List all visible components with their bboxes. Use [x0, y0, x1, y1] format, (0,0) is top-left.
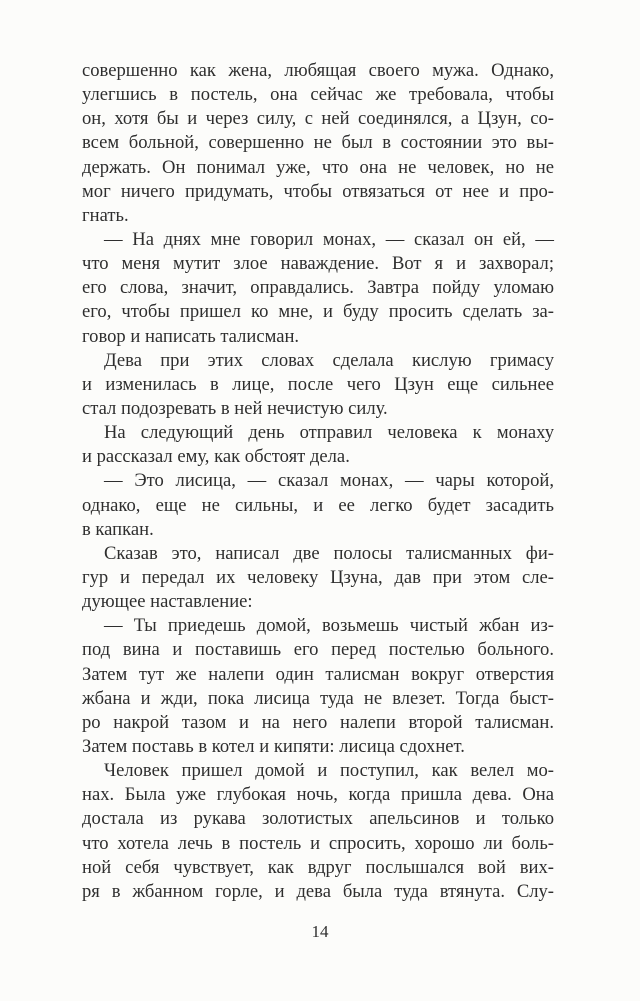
- text-line: стал подозревать в ней нечистую силу.: [82, 397, 388, 419]
- text-line: его, чтобы пришел ко мне, и буду просить сделать за-: [82, 301, 554, 323]
- text-line: что хотела лечь в постель и спросить, хорошо ли боль-: [82, 832, 554, 854]
- text-line: Дева при этих словах сделала кислую гримасу: [104, 349, 554, 371]
- text-line: ной себя чувствует, как вдруг послышался вой вих-: [82, 856, 554, 878]
- text-line: говор и написать талисман.: [82, 325, 300, 347]
- text-line: и рассказал ему, как обстоят дела.: [82, 446, 350, 468]
- text-line: Затем тут же налепи один талисман вокруг отверстия: [82, 663, 554, 685]
- text-line: и изменилась в лице, после чего Цзун еще сильнее: [82, 373, 554, 395]
- text-line: он, хотя бы и через силу, с ней соединялся, а Цзун, со-: [82, 108, 554, 130]
- text-line: однако, еще не сильны, и ее легко будет засадить: [82, 494, 554, 516]
- text-line: его слова, значит, оправдались. Завтра пойду уломаю: [82, 277, 554, 299]
- text-line: дующее наставление:: [82, 591, 253, 613]
- text-line: достала из рукава золотистых апельсинов и только: [82, 808, 554, 830]
- text-line: в капкан.: [82, 518, 154, 540]
- text-line: — Ты приедешь домой, возьмешь чистый жбан из-: [104, 615, 554, 637]
- text-line: ро накрой тазом и на него налепи второй талисман.: [82, 711, 554, 733]
- text-line: ря в жбанном горле, и дева была туда втянута. Слу-: [82, 880, 554, 902]
- text-line: гнать.: [82, 204, 129, 226]
- text-line: под вина и поставишь его перед постелью больного.: [82, 639, 554, 661]
- text-line: всем больной, совершенно не был в состоянии это вы-: [82, 132, 554, 154]
- text-line: держать. Он понимал уже, что она не человек, но не: [82, 156, 554, 178]
- text-line: улегшись в постель, она сейчас же требовала, чтобы: [82, 84, 554, 106]
- text-line: что меня мутит злое наваждение. Вот я и захворал;: [82, 253, 554, 275]
- text-line: жбана и жди, пока лисица туда не влезет. Тогда быст-: [82, 687, 554, 709]
- text-line: — На днях мне говорил монах, — сказал он ей, —: [104, 228, 554, 250]
- text-line: Сказав это, написал две полосы талисманных фи-: [104, 542, 554, 564]
- text-line: совершенно как жена, любящая своего мужа. Однако,: [82, 60, 554, 81]
- body-text: [82, 59, 554, 904]
- text-line: На следующий день отправил человека к монаху: [104, 422, 554, 444]
- text-line: гур и передал их человеку Цзуна, дав при этом сле-: [82, 566, 554, 588]
- text-line: — Это лисица, — сказал монах, — чары которой,: [104, 470, 554, 492]
- text-line: нах. Была уже глубокая ночь, когда пришла дева. Она: [82, 784, 554, 806]
- text-line: Человек пришел домой и поступил, как велел мо-: [104, 760, 554, 782]
- text-line: мог ничего придумать, чтобы отвязаться от нее и про-: [82, 180, 554, 202]
- text-line: Затем поставь в котел и кипяти: лисица сдохнет.: [82, 735, 465, 757]
- page-number: 14: [311, 922, 329, 941]
